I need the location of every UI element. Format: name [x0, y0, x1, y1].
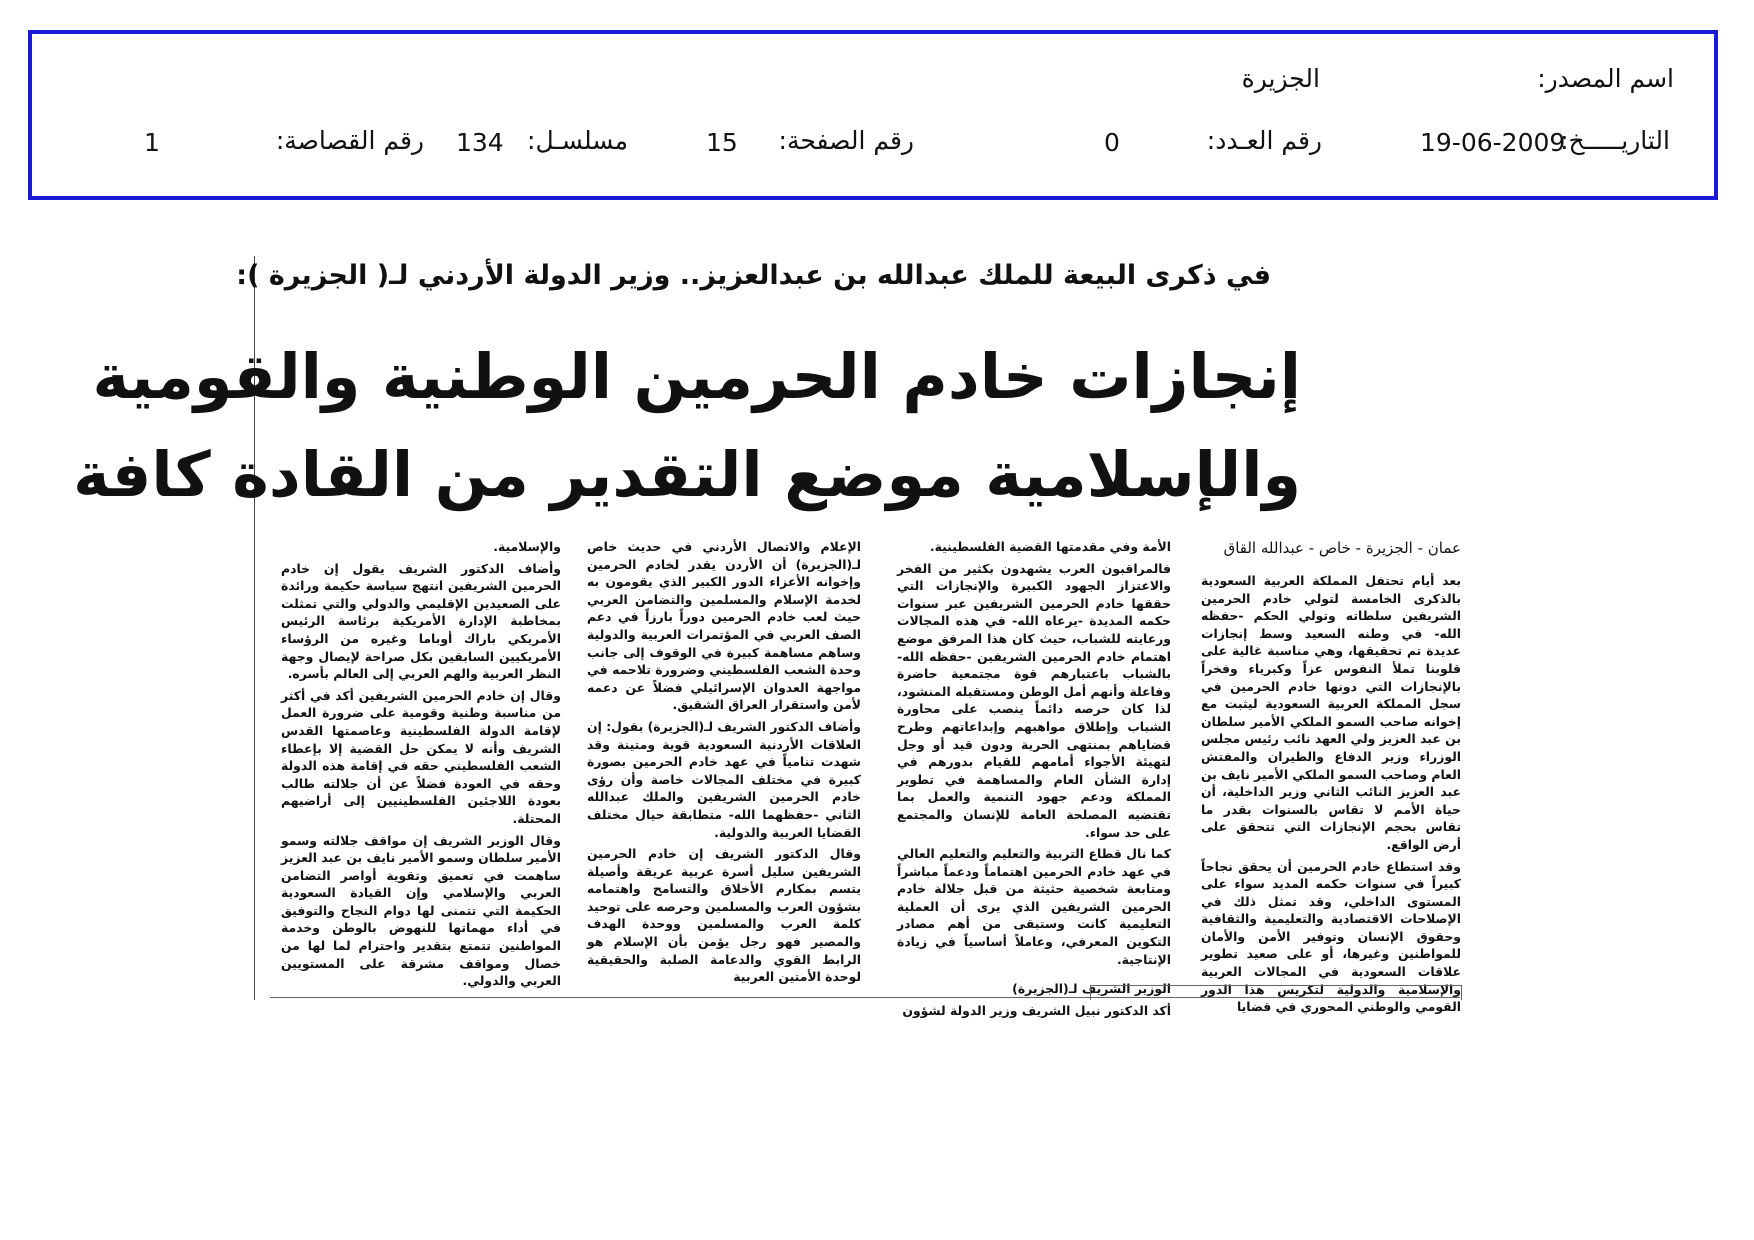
- page-value: 15: [706, 128, 738, 157]
- newspaper-clipping: [73, 256, 1461, 1018]
- paragraph: وقال الوزير الشريف إن مواقف جلالته وسمو الأمير سلطان وسمو الأمير نايف بن عبد العزيز ساهمت في تعميق وتقوية أواصر التضامن العربي والإسلامي وإن القيادة السعودية الحكيمة التي تتمنى لها دوام النجاح والتوفيق في أداء مهماتها للنهوض بالوطن وخدمة المواطنين تتمتع بتقدير واحترام لما لها من خصال ومواقف مشرقة على المستويين العربي والدولي.: [281, 832, 561, 989]
- article-column-2: [897, 538, 1171, 1018]
- issue-label: رقم العـدد:: [1206, 126, 1322, 155]
- page-label: رقم الصفحة:: [778, 126, 914, 155]
- article-subheading: الوزير الشريف لـ(الجزيرة): [1012, 981, 1171, 997]
- paragraph: والإسلامية.: [493, 539, 561, 554]
- paragraph: بعد أيام تحتفل المملكة العربية السعودية بالذكرى الخامسة لتولي خادم الحرمين الشريفين سلطاته وتولي الحكم -حفظه الله- في وطنه السعيد وسط إنجازات عديدة تم تحقيقها، وهي مناسبة غالية على قلوبنا تملأ النفوس عزاً وكبرياء وفخراً بالإنجازات التي دونها خادم الحرمين في سجل المملكة العربية السعودية ليثبت مع إخوانه صاحب السمو الملكي الأمير سلطان بن عبد العزيز ولي العهد نائب رئيس مجلس الوزراء وزير الدفاع والطيران والمفتش العام وصاحب السمو الملكي الأمير نايف بن عبد العزيز النائب الثاني وزير الداخلية، أن حياة الأمم لا تقاس بالسنوات بقدر ما تقاس بحجم الإنجازات التي تتحقق على أرض الواقع.: [1201, 573, 1461, 852]
- clipping-credit-box: [1090, 985, 1462, 1000]
- clipping-value: 1: [144, 128, 160, 157]
- article-kicker: في ذكرى البيعة للملك عبدالله بن عبدالعزيز.. وزير الدولة الأردني لـ( الجزيرة ):: [236, 260, 1271, 291]
- source-value: الجزيرة: [1241, 64, 1320, 93]
- serial-value: 134: [456, 128, 504, 157]
- article-column-1: [1201, 572, 1461, 1015]
- clipping-metadata-box: [28, 30, 1718, 200]
- date-value: 19-06-2009: [1420, 128, 1566, 157]
- paragraph: الأمة وفي مقدمتها القضية الفلسطينية.: [929, 539, 1171, 554]
- source-label: اسم المصدر:: [1537, 64, 1674, 93]
- paragraph: وأضاف الدكتور الشريف لـ(الجزيرة) بقول: إن العلاقات الأردنية السعودية قوية ومتينة وقد شهدت تنامياً في عهد خادم الحرمين بصورة كبيرة في مختلف المجالات خاصة وأن رؤى خادم الحرمين الشريفين والملك عبدالله الثاني -حفظهما الله- متطابقة حيال مختلف القضايا العربية والدولية.: [587, 718, 861, 840]
- date-label: التاريـــــخ:: [1560, 126, 1670, 155]
- article-column-3: [587, 538, 861, 988]
- paragraph: أكد الدكتور نبيل الشريف وزير الدولة لشؤون: [902, 1002, 1171, 1018]
- paragraph: كما نال قطاع التربية والتعليم والتعليم العالي في عهد خادم الحرمين اهتماماً ودعماً مباشراً ومتابعة شخصية حثيثة من قبل جلالة خادم الحرمين الشريفين الذي يرى أن العملية التعليمية كانت وستبقى من أهم مصادر التكوين المعرفي، وعاملاً أساسياً في زيادة الإنتاجية.: [897, 846, 1171, 967]
- paragraph: الإعلام والاتصال الأردني في حديث خاص لـ(الجزيرة) أن الأردن يقدر لخادم الحرمين وإخوانه الأعزاء الدور الكبير الذي يقومون به لخدمة الإسلام والمسلمين والتضامن العربي حيث لعب خادم الحرمين دوراً بارزاً في دعم الصف العربي في المؤتمرات العربية والدولية وساهم مساهمة كبيرة في الوقوف إلى جانب وحدة الشعب الفلسطيني وضرورة تلاحمه في مواجهة العدوان الإسرائيلي فضلاً عن دعمه لأمن واستقرار العراق الشقيق.: [587, 539, 861, 713]
- headline-line-1: إنجازات خادم الحرمين الوطنية والقومية: [92, 340, 1301, 413]
- paragraph: وقال الدكتور الشريف إن خادم الحرمين الشريفين سليل أسرة عربية عريقة وأصيلة يتسم بمكارم الأخلاق والتسامح واهتمامه بشؤون العرب والمسلمين وحرصه على توحيد كلمة العرب والمسلمين ووحدة الهدف والمصير فهو رجل يؤمن بأن الإسلام هو الرابط القوي والدعامة الصلبة والحقيقية لوحدة الأمتين العربية: [587, 846, 861, 985]
- headline-line-2: والإسلامية موضع التقدير من القادة كافة: [73, 438, 1301, 511]
- serial-label: مسلسـل:: [527, 126, 628, 155]
- paragraph: وقال إن خادم الحرمين الشريفين أكد في أكثر من مناسبة وطنية وقومية على ضرورة العمل لإقامة الدولة الفلسطينية وعاصمتها القدس الشريف وأنه لا يمكن حل القضية إلا بإعطاء الشعب الفلسطيني حقه في إقامة هذه الدولة وحقه في العودة فضلاً عن أن جلالته طالب بعودة اللاجئين الفلسطينيين إلى أراضيهم المحتلة.: [281, 687, 561, 826]
- issue-value: 0: [1104, 128, 1120, 157]
- paragraph: وقد استطاع خادم الحرمين أن يحقق نجاحاً كبيراً في سنوات حكمه المديد سواء على المستوى الداخلي، وقد تمثل ذلك في الإصلاحات الاقتصادية والتعليمية والثقافية وحقوق الإنسان وتوفير الأمن والأمان للمواطنين وغيرها، أو على صعيد تطوير علاقات السعودية في المجالات العربية والإسلامية والدولية لتكريس هذا الدور القومي والوطني المحوري في قضايا: [1201, 858, 1461, 1015]
- paragraph: وأضاف الدكتور الشريف يقول إن خادم الحرمين الشريفين انتهج سياسة حكيمة ورائدة على الصعيدين الإقليمي والدولي والتي تمثلت بمخاطبة الإدارة الأمريكية برئاسة الرئيس الأمريكي باراك أوباما وغيره من الرؤساء الأمريكيين السابقين بكل صراحة لإيصال وجهة النظر العربية والهم العربي إلى العالم بأسره.: [281, 560, 561, 682]
- paragraph: فالمراقبون العرب يشهدون بكثير من الفخر والاعتزاز الجهود الكبيرة والإنجازات التي حققها خادم الحرمين الشريفين عبر سنوات حكمه المديدة -يرعاه الله- في هذه المجالات ورعايته للشباب، حيث كان هذا المرفق موضع اهتمام خادم الحرمين الشريفين -حفظه الله- بالشباب باعتبارهم قوة مجتمعية حاضرة وفاعلة وأنهم أمل الوطن ومستقبله المنشود، لذا كان حرصه دائماً ينصب على محاورة الشباب وإطلاق مواهبهم وإبداعاتهم وطرح قضاياهم بمنتهى الحرية ودون قيد أو وجل لتهيئة الأجواء أمامهم للقيام بدورهم في إدارة الشأن العام والمساهمة في تطوير المملكة ودعم جهود التنمية والعمل بما تقتضيه المصلحة العامة للإنسان والمجتمع على حد سواء.: [897, 560, 1171, 840]
- article-column-4: [281, 538, 561, 988]
- clipping-label: رقم القصاصة:: [275, 126, 424, 155]
- article-byline: عمان - الجزيرة - خاص - عبدالله القاق: [1223, 539, 1461, 557]
